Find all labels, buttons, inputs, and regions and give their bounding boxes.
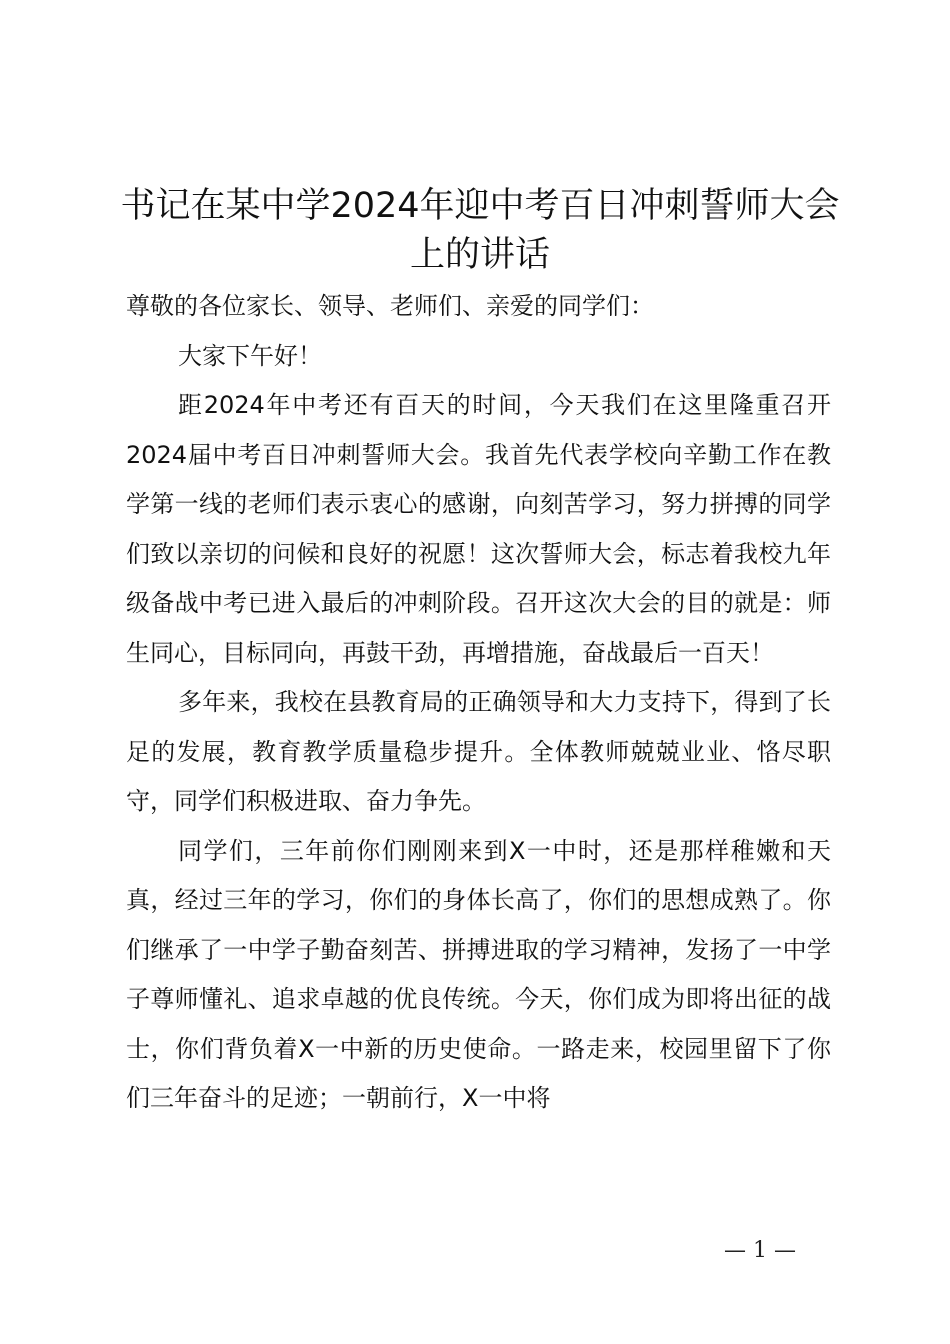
paragraph-2: 多年来，我校在县教育局的正确领导和大力支持下，得到了长足的发展，教育教学质量稳步提升。全体教师兢兢业业、恪尽职守，同学们积极进取、奋力争先。 <box>126 688 831 815</box>
page-number: — 1 — <box>724 1238 796 1263</box>
salutation: 尊敬的各位家长、领导、老师们、亲爱的同学们： <box>126 292 654 320</box>
paragraph-3: 同学们，三年前你们刚刚来到X一中时，还是那样稚嫩和天真，经过三年的学习，你们的身体长高了，你们的思想成熟了。你们继承了一中学子勤奋刻苦、拼搏进取的学习精神，发扬了一中学子尊师懂礼、追求卓越的优良传统。今天，你们成为即将出征的战士，你们背负着X一中新的历史使命。一路走来，校园里留下了你们三年奋斗的足迹；一朝前行，X一中将 <box>126 836 831 1112</box>
document-body <box>126 282 831 1124</box>
paragraph-greeting: 大家下午好！ <box>178 341 322 370</box>
paragraph-1: 距2024年中考还有百天的时间，今天我们在这里隆重召开2024届中考百日冲刺誓师大会。我首先代表学校向辛勤工作在教学第一线的老师们表示衷心的感谢，向刻苦学习，努力拼搏的同学们致以亲切的问候和良好的祝愿！这次誓师大会，标志着我校九年级备战中考已进入最后的冲刺阶段。召开这次大会的目的就是：师生同心，目标同向，再鼓干劲，再增措施，奋战最后一百天！ <box>126 391 831 667</box>
document-title: 书记在某中学2024年迎中考百日冲刺誓师大会上的讲话 <box>120 186 840 275</box>
